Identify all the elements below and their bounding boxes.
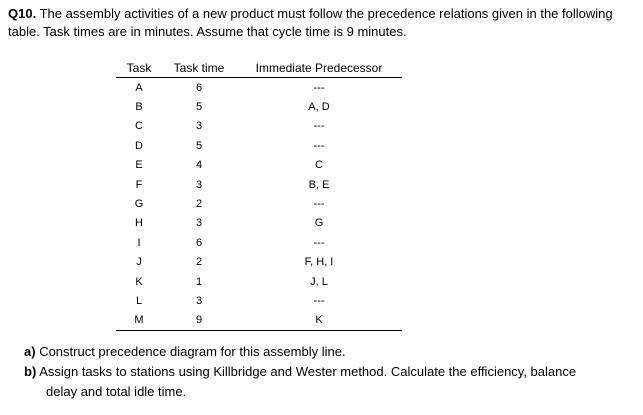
precedence-table: [116, 59, 402, 331]
table-row: [116, 136, 402, 155]
time-cell: 9: [162, 311, 236, 331]
task-cell: B: [135, 101, 143, 114]
task-cell: L: [135, 294, 143, 307]
question-body: The assembly activities of a new product must follow the precedence relations given in the following table. Task times are in minutes. Assume that cycle time is 9 minutes.: [8, 6, 613, 39]
table-row: [116, 291, 402, 310]
time-cell: 6: [195, 81, 203, 94]
part-b-label: b): [24, 364, 37, 379]
predecessor-cell: J, L: [310, 275, 328, 288]
time-cell: 3: [195, 120, 203, 133]
table-row: [116, 156, 402, 175]
task-cell: M: [116, 311, 162, 331]
precedence-table-container: [116, 59, 402, 331]
header-immediate-predecessor: Immediate Predecessor: [236, 59, 402, 78]
time-cell: 2: [195, 256, 203, 269]
predecessor-cell: B, E: [308, 178, 330, 191]
time-cell: 4: [195, 159, 203, 172]
question-parts: [24, 342, 634, 402]
predecessor-cell: ---: [313, 81, 325, 94]
task-cell: K: [135, 275, 143, 288]
predecessor-cell: K: [236, 311, 402, 331]
task-cell: E: [135, 159, 143, 172]
time-cell: 6: [195, 236, 203, 249]
task-cell: A: [135, 81, 143, 94]
table-row: [116, 194, 402, 213]
task-cell: G: [134, 198, 144, 211]
predecessor-cell: ---: [313, 294, 325, 307]
table-row: [116, 214, 402, 233]
predecessor-cell: A, D: [308, 101, 330, 114]
table-row: [116, 311, 402, 331]
time-cell: 3: [195, 217, 203, 230]
table-row: [116, 175, 402, 194]
question-number: Q10.: [8, 6, 37, 21]
predecessor-cell: ---: [313, 236, 325, 249]
part-a-text: Construct precedence diagram for this assembly line.: [39, 344, 346, 359]
header-task: Task: [116, 59, 162, 78]
part-b: [24, 362, 634, 382]
time-cell: 5: [195, 139, 203, 152]
table-row: [116, 78, 402, 98]
time-cell: 2: [195, 198, 203, 211]
predecessor-cell: G: [314, 217, 324, 230]
header-task-time: Task time: [162, 59, 236, 78]
table-row: [116, 253, 402, 272]
part-a-label: a): [24, 344, 36, 359]
part-b-text: Assign tasks to stations using Killbridge and Wester method. Calculate the efficiency, balance: [39, 364, 577, 379]
predecessor-cell: F, H, I: [304, 256, 334, 269]
task-cell: C: [135, 120, 143, 133]
task-cell: H: [135, 217, 143, 230]
part-a: [24, 342, 634, 362]
question-text: [8, 5, 636, 41]
table-header-row: [116, 59, 402, 78]
table-row: [116, 272, 402, 291]
predecessor-cell: ---: [313, 120, 325, 133]
table-row: [116, 117, 402, 136]
task-cell: F: [135, 178, 143, 191]
predecessor-cell: C: [315, 159, 323, 172]
predecessor-cell: ---: [313, 198, 325, 211]
time-cell: 5: [195, 101, 203, 114]
table-row: [116, 97, 402, 116]
table-row: [116, 233, 402, 252]
task-cell: D: [135, 139, 143, 152]
time-cell: 3: [195, 178, 203, 191]
part-b-continuation: delay and total idle time.: [46, 384, 187, 399]
predecessor-cell: ---: [313, 139, 325, 152]
time-cell: 3: [195, 294, 203, 307]
task-cell: I: [137, 236, 141, 249]
time-cell: 1: [195, 275, 203, 288]
task-cell: J: [136, 256, 142, 269]
